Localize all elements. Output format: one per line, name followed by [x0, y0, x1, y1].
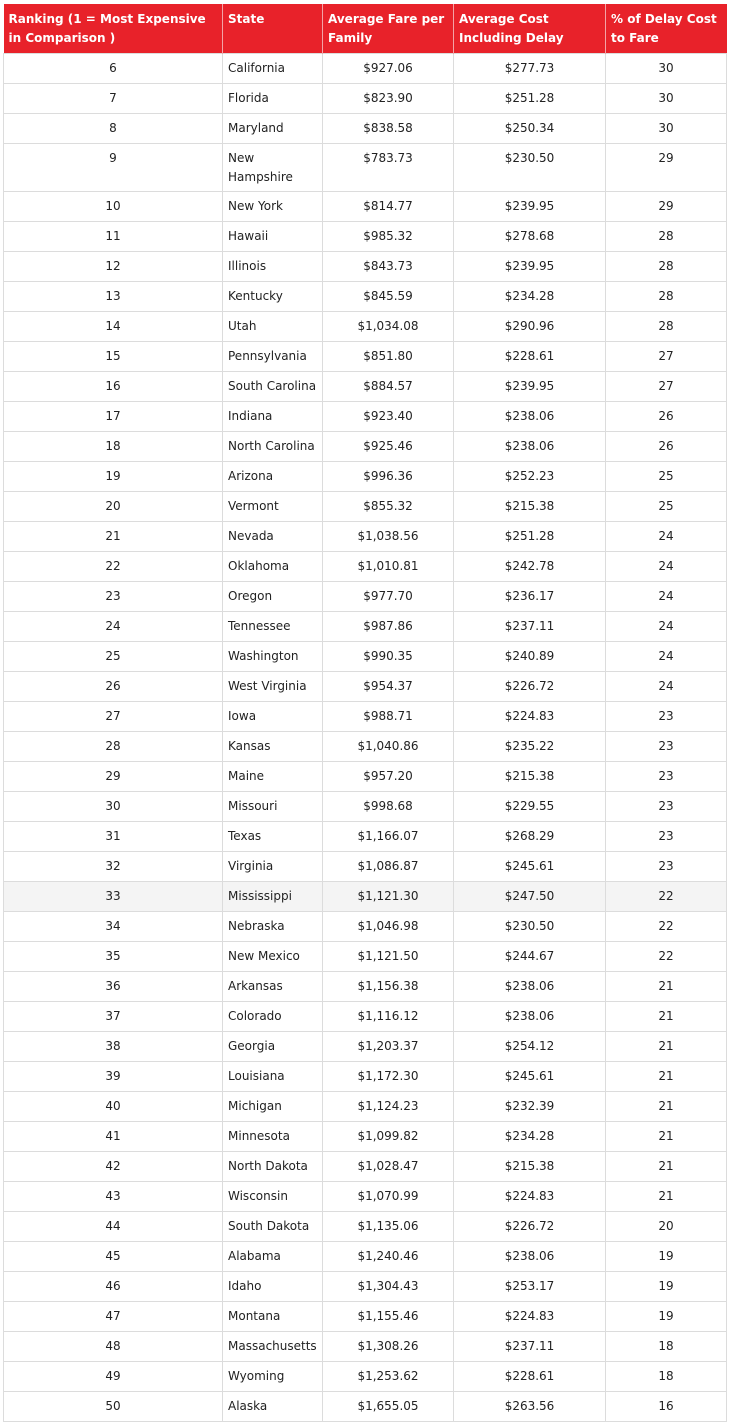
cell-state: Arkansas [223, 972, 323, 1002]
table-row [4, 282, 727, 312]
cell-delay-percent: 30 [606, 54, 727, 84]
cell-ranking: 44 [4, 1212, 223, 1242]
cell-average-cost-delay: $252.23 [454, 462, 606, 492]
cell-delay-percent: 28 [606, 252, 727, 282]
cell-delay-percent: 24 [606, 612, 727, 642]
cell-delay-percent: 24 [606, 672, 727, 702]
cell-average-cost-delay: $238.06 [454, 432, 606, 462]
cell-state: Illinois [223, 252, 323, 282]
cell-ranking: 21 [4, 522, 223, 552]
cell-ranking: 12 [4, 252, 223, 282]
cell-average-fare: $1,099.82 [323, 1122, 454, 1152]
cell-state: Hawaii [223, 222, 323, 252]
cell-ranking: 47 [4, 1302, 223, 1332]
cell-delay-percent: 30 [606, 84, 727, 114]
cell-state: Kentucky [223, 282, 323, 312]
cell-delay-percent: 29 [606, 144, 727, 192]
cell-average-fare: $843.73 [323, 252, 454, 282]
cell-state: Virginia [223, 852, 323, 882]
cell-average-fare: $1,124.23 [323, 1092, 454, 1122]
cell-ranking: 48 [4, 1332, 223, 1362]
cell-average-fare: $1,304.43 [323, 1272, 454, 1302]
cell-average-cost-delay: $239.95 [454, 192, 606, 222]
cell-state: North Dakota [223, 1152, 323, 1182]
cell-state: Wisconsin [223, 1182, 323, 1212]
cell-average-cost-delay: $245.61 [454, 1062, 606, 1092]
cell-ranking: 16 [4, 372, 223, 402]
cell-state: Massachusetts [223, 1332, 323, 1362]
cell-delay-percent: 18 [606, 1362, 727, 1392]
cell-delay-percent: 16 [606, 1392, 727, 1422]
cell-average-fare: $783.73 [323, 144, 454, 192]
cell-delay-percent: 21 [606, 1182, 727, 1212]
cell-average-cost-delay: $230.50 [454, 144, 606, 192]
cell-state: Utah [223, 312, 323, 342]
cell-average-cost-delay: $224.83 [454, 1302, 606, 1332]
cell-state: New York [223, 192, 323, 222]
cell-state: Maryland [223, 114, 323, 144]
cell-state: Washington [223, 642, 323, 672]
cell-state: Kansas [223, 732, 323, 762]
table-row [4, 642, 727, 672]
cell-delay-percent: 23 [606, 732, 727, 762]
cell-average-cost-delay: $228.61 [454, 1362, 606, 1392]
cell-average-fare: $998.68 [323, 792, 454, 822]
cell-average-fare: $1,038.56 [323, 522, 454, 552]
cell-state: Nebraska [223, 912, 323, 942]
cell-average-cost-delay: $234.28 [454, 1122, 606, 1152]
cell-ranking: 17 [4, 402, 223, 432]
cell-ranking: 41 [4, 1122, 223, 1152]
cell-delay-percent: 25 [606, 462, 727, 492]
cell-average-fare: $1,155.46 [323, 1302, 454, 1332]
cell-delay-percent: 28 [606, 222, 727, 252]
cell-delay-percent: 29 [606, 192, 727, 222]
cell-average-cost-delay: $244.67 [454, 942, 606, 972]
cell-state: Iowa [223, 702, 323, 732]
cell-average-fare: $1,253.62 [323, 1362, 454, 1392]
table-row [4, 402, 727, 432]
table-row [4, 1092, 727, 1122]
cell-ranking: 43 [4, 1182, 223, 1212]
cell-delay-percent: 24 [606, 522, 727, 552]
cell-state: Louisiana [223, 1062, 323, 1092]
cell-ranking: 24 [4, 612, 223, 642]
cell-delay-percent: 18 [606, 1332, 727, 1362]
cell-ranking: 19 [4, 462, 223, 492]
cell-state: New Mexico [223, 942, 323, 972]
cell-delay-percent: 23 [606, 792, 727, 822]
cell-ranking: 26 [4, 672, 223, 702]
cell-state: Colorado [223, 1002, 323, 1032]
table-row [4, 792, 727, 822]
table-row [4, 492, 727, 522]
cell-average-cost-delay: $239.95 [454, 372, 606, 402]
cell-ranking: 33 [4, 882, 223, 912]
cell-state: New Hampshire [223, 144, 323, 192]
cell-average-fare: $988.71 [323, 702, 454, 732]
cell-ranking: 36 [4, 972, 223, 1002]
table-row [4, 1062, 727, 1092]
table-row [4, 1302, 727, 1332]
cell-average-cost-delay: $232.39 [454, 1092, 606, 1122]
cell-state: Idaho [223, 1272, 323, 1302]
cell-ranking: 11 [4, 222, 223, 252]
cell-ranking: 25 [4, 642, 223, 672]
cell-ranking: 27 [4, 702, 223, 732]
table-row [4, 222, 727, 252]
table-header-row [4, 4, 727, 54]
cell-average-fare: $1,166.07 [323, 822, 454, 852]
cell-ranking: 39 [4, 1062, 223, 1092]
table-body [4, 54, 727, 1422]
cell-state: Montana [223, 1302, 323, 1332]
cell-average-fare: $1,240.46 [323, 1242, 454, 1272]
table-row [4, 702, 727, 732]
cell-ranking: 46 [4, 1272, 223, 1302]
cell-state: Mississippi [223, 882, 323, 912]
header-average-cost-delay: Average Cost Including Delay [454, 4, 606, 54]
cell-state: South Carolina [223, 372, 323, 402]
header-state: State [223, 4, 323, 54]
cell-average-cost-delay: $240.89 [454, 642, 606, 672]
cell-average-cost-delay: $224.83 [454, 1182, 606, 1212]
cell-average-cost-delay: $230.50 [454, 912, 606, 942]
cell-ranking: 34 [4, 912, 223, 942]
table-row [4, 312, 727, 342]
cell-average-fare: $923.40 [323, 402, 454, 432]
cell-average-fare: $990.35 [323, 642, 454, 672]
cell-state: Oregon [223, 582, 323, 612]
cell-state: Michigan [223, 1092, 323, 1122]
cell-average-cost-delay: $268.29 [454, 822, 606, 852]
cell-ranking: 18 [4, 432, 223, 462]
cell-average-fare: $1,070.99 [323, 1182, 454, 1212]
cell-state: South Dakota [223, 1212, 323, 1242]
cell-average-cost-delay: $238.06 [454, 1242, 606, 1272]
cell-ranking: 10 [4, 192, 223, 222]
cell-average-cost-delay: $247.50 [454, 882, 606, 912]
cell-delay-percent: 27 [606, 372, 727, 402]
cell-average-cost-delay: $238.06 [454, 972, 606, 1002]
cell-average-fare: $1,156.38 [323, 972, 454, 1002]
table-row [4, 1272, 727, 1302]
table-row [4, 1362, 727, 1392]
cell-ranking: 49 [4, 1362, 223, 1392]
cell-delay-percent: 22 [606, 912, 727, 942]
cell-state: Maine [223, 762, 323, 792]
cell-average-fare: $1,308.26 [323, 1332, 454, 1362]
cell-ranking: 40 [4, 1092, 223, 1122]
cell-ranking: 29 [4, 762, 223, 792]
cell-average-fare: $884.57 [323, 372, 454, 402]
table-row [4, 1152, 727, 1182]
cell-average-fare: $1,040.86 [323, 732, 454, 762]
table-row [4, 372, 727, 402]
cell-state: Tennessee [223, 612, 323, 642]
cell-ranking: 32 [4, 852, 223, 882]
cell-average-fare: $954.37 [323, 672, 454, 702]
cell-average-cost-delay: $251.28 [454, 522, 606, 552]
cell-average-fare: $1,172.30 [323, 1062, 454, 1092]
cell-ranking: 15 [4, 342, 223, 372]
table-row [4, 852, 727, 882]
cell-delay-percent: 23 [606, 702, 727, 732]
cell-delay-percent: 28 [606, 282, 727, 312]
cell-average-cost-delay: $224.83 [454, 702, 606, 732]
cell-average-fare: $1,028.47 [323, 1152, 454, 1182]
cell-average-fare: $1,135.06 [323, 1212, 454, 1242]
table-row [4, 972, 727, 1002]
cell-delay-percent: 21 [606, 1152, 727, 1182]
cell-average-fare: $1,121.30 [323, 882, 454, 912]
cell-ranking: 6 [4, 54, 223, 84]
cell-ranking: 37 [4, 1002, 223, 1032]
cell-average-fare: $838.58 [323, 114, 454, 144]
cell-delay-percent: 19 [606, 1272, 727, 1302]
cell-average-fare: $814.77 [323, 192, 454, 222]
table-row [4, 342, 727, 372]
cell-ranking: 8 [4, 114, 223, 144]
cell-average-fare: $957.20 [323, 762, 454, 792]
cell-average-fare: $1,034.08 [323, 312, 454, 342]
cell-delay-percent: 21 [606, 1002, 727, 1032]
cell-delay-percent: 21 [606, 972, 727, 1002]
cell-average-cost-delay: $250.34 [454, 114, 606, 144]
cell-ranking: 28 [4, 732, 223, 762]
cell-average-cost-delay: $237.11 [454, 1332, 606, 1362]
header-average-fare: Average Fare per Family [323, 4, 454, 54]
cell-delay-percent: 24 [606, 642, 727, 672]
cell-ranking: 30 [4, 792, 223, 822]
cell-state: Indiana [223, 402, 323, 432]
table-row [4, 552, 727, 582]
cell-average-fare: $1,010.81 [323, 552, 454, 582]
cell-average-fare: $996.36 [323, 462, 454, 492]
table-row [4, 1242, 727, 1272]
cell-ranking: 50 [4, 1392, 223, 1422]
cell-state: Pennsylvania [223, 342, 323, 372]
cell-average-fare: $925.46 [323, 432, 454, 462]
cell-state: Alaska [223, 1392, 323, 1422]
cell-average-cost-delay: $263.56 [454, 1392, 606, 1422]
cell-average-fare: $1,203.37 [323, 1032, 454, 1062]
cell-average-fare: $985.32 [323, 222, 454, 252]
cell-average-cost-delay: $242.78 [454, 552, 606, 582]
cell-average-cost-delay: $254.12 [454, 1032, 606, 1062]
cell-state: Minnesota [223, 1122, 323, 1152]
cell-ranking: 38 [4, 1032, 223, 1062]
cell-state: Missouri [223, 792, 323, 822]
cell-ranking: 9 [4, 144, 223, 192]
cell-delay-percent: 21 [606, 1062, 727, 1092]
cell-delay-percent: 19 [606, 1302, 727, 1332]
cell-ranking: 14 [4, 312, 223, 342]
cell-delay-percent: 26 [606, 402, 727, 432]
table-row [4, 1032, 727, 1062]
cell-delay-percent: 27 [606, 342, 727, 372]
cell-average-fare: $851.80 [323, 342, 454, 372]
cell-state: Florida [223, 84, 323, 114]
cell-average-fare: $977.70 [323, 582, 454, 612]
cell-state: Oklahoma [223, 552, 323, 582]
table-row [4, 1122, 727, 1152]
cell-average-cost-delay: $278.68 [454, 222, 606, 252]
cell-delay-percent: 26 [606, 432, 727, 462]
table-row [4, 1002, 727, 1032]
table-row [4, 672, 727, 702]
cell-average-fare: $987.86 [323, 612, 454, 642]
header-ranking: Ranking (1 = Most Expensive in Comparison ) [4, 4, 223, 54]
cell-ranking: 35 [4, 942, 223, 972]
cell-average-cost-delay: $235.22 [454, 732, 606, 762]
table-row [4, 1182, 727, 1212]
cell-average-fare: $823.90 [323, 84, 454, 114]
cell-state: West Virginia [223, 672, 323, 702]
cell-delay-percent: 23 [606, 852, 727, 882]
cell-average-cost-delay: $238.06 [454, 1002, 606, 1032]
cell-average-fare: $927.06 [323, 54, 454, 84]
cell-ranking: 31 [4, 822, 223, 852]
cell-average-cost-delay: $228.61 [454, 342, 606, 372]
table-row [4, 762, 727, 792]
cell-average-cost-delay: $215.38 [454, 492, 606, 522]
cell-delay-percent: 21 [606, 1032, 727, 1062]
table-row [4, 1392, 727, 1422]
header-delay-percent: % of Delay Cost to Fare [606, 4, 727, 54]
cell-average-cost-delay: $236.17 [454, 582, 606, 612]
cell-state: North Carolina [223, 432, 323, 462]
cell-delay-percent: 19 [606, 1242, 727, 1272]
cell-average-fare: $1,116.12 [323, 1002, 454, 1032]
cell-average-cost-delay: $215.38 [454, 1152, 606, 1182]
cell-delay-percent: 25 [606, 492, 727, 522]
cell-delay-percent: 30 [606, 114, 727, 144]
table-row [4, 462, 727, 492]
cell-average-fare: $1,655.05 [323, 1392, 454, 1422]
cell-average-fare: $1,086.87 [323, 852, 454, 882]
cell-average-fare: $1,046.98 [323, 912, 454, 942]
cell-delay-percent: 24 [606, 552, 727, 582]
cell-average-cost-delay: $253.17 [454, 1272, 606, 1302]
cell-delay-percent: 21 [606, 1122, 727, 1152]
cell-average-cost-delay: $229.55 [454, 792, 606, 822]
cell-average-fare: $855.32 [323, 492, 454, 522]
cell-delay-percent: 23 [606, 762, 727, 792]
cell-ranking: 20 [4, 492, 223, 522]
cell-state: California [223, 54, 323, 84]
cell-average-fare: $1,121.50 [323, 942, 454, 972]
cell-state: Arizona [223, 462, 323, 492]
table-row [4, 612, 727, 642]
table-row [4, 882, 727, 912]
cell-ranking: 23 [4, 582, 223, 612]
cell-ranking: 45 [4, 1242, 223, 1272]
cell-ranking: 22 [4, 552, 223, 582]
table-row [4, 192, 727, 222]
table-row [4, 432, 727, 462]
table-row [4, 582, 727, 612]
cell-average-cost-delay: $245.61 [454, 852, 606, 882]
cell-delay-percent: 22 [606, 942, 727, 972]
cell-average-cost-delay: $238.06 [454, 402, 606, 432]
table-row [4, 912, 727, 942]
table-row [4, 1332, 727, 1362]
table-row [4, 1212, 727, 1242]
table-row [4, 252, 727, 282]
table-row [4, 942, 727, 972]
table-row [4, 822, 727, 852]
cell-average-cost-delay: $239.95 [454, 252, 606, 282]
table-row [4, 114, 727, 144]
cell-delay-percent: 20 [606, 1212, 727, 1242]
cell-average-fare: $845.59 [323, 282, 454, 312]
cell-delay-percent: 24 [606, 582, 727, 612]
table-row [4, 54, 727, 84]
cell-average-cost-delay: $234.28 [454, 282, 606, 312]
cell-delay-percent: 21 [606, 1092, 727, 1122]
cell-average-cost-delay: $277.73 [454, 54, 606, 84]
fare-delay-table [3, 4, 727, 1422]
cell-ranking: 13 [4, 282, 223, 312]
cell-delay-percent: 28 [606, 312, 727, 342]
cell-ranking: 42 [4, 1152, 223, 1182]
cell-delay-percent: 23 [606, 822, 727, 852]
table-row [4, 522, 727, 552]
cell-state: Wyoming [223, 1362, 323, 1392]
cell-state: Alabama [223, 1242, 323, 1272]
cell-average-cost-delay: $226.72 [454, 1212, 606, 1242]
cell-state: Nevada [223, 522, 323, 552]
table-row [4, 144, 727, 192]
cell-state: Texas [223, 822, 323, 852]
cell-state: Georgia [223, 1032, 323, 1062]
cell-average-cost-delay: $237.11 [454, 612, 606, 642]
cell-average-cost-delay: $215.38 [454, 762, 606, 792]
cell-ranking: 7 [4, 84, 223, 114]
table-row [4, 732, 727, 762]
cell-state: Vermont [223, 492, 323, 522]
cell-average-cost-delay: $226.72 [454, 672, 606, 702]
table-row [4, 84, 727, 114]
cell-delay-percent: 22 [606, 882, 727, 912]
cell-average-cost-delay: $290.96 [454, 312, 606, 342]
cell-average-cost-delay: $251.28 [454, 84, 606, 114]
